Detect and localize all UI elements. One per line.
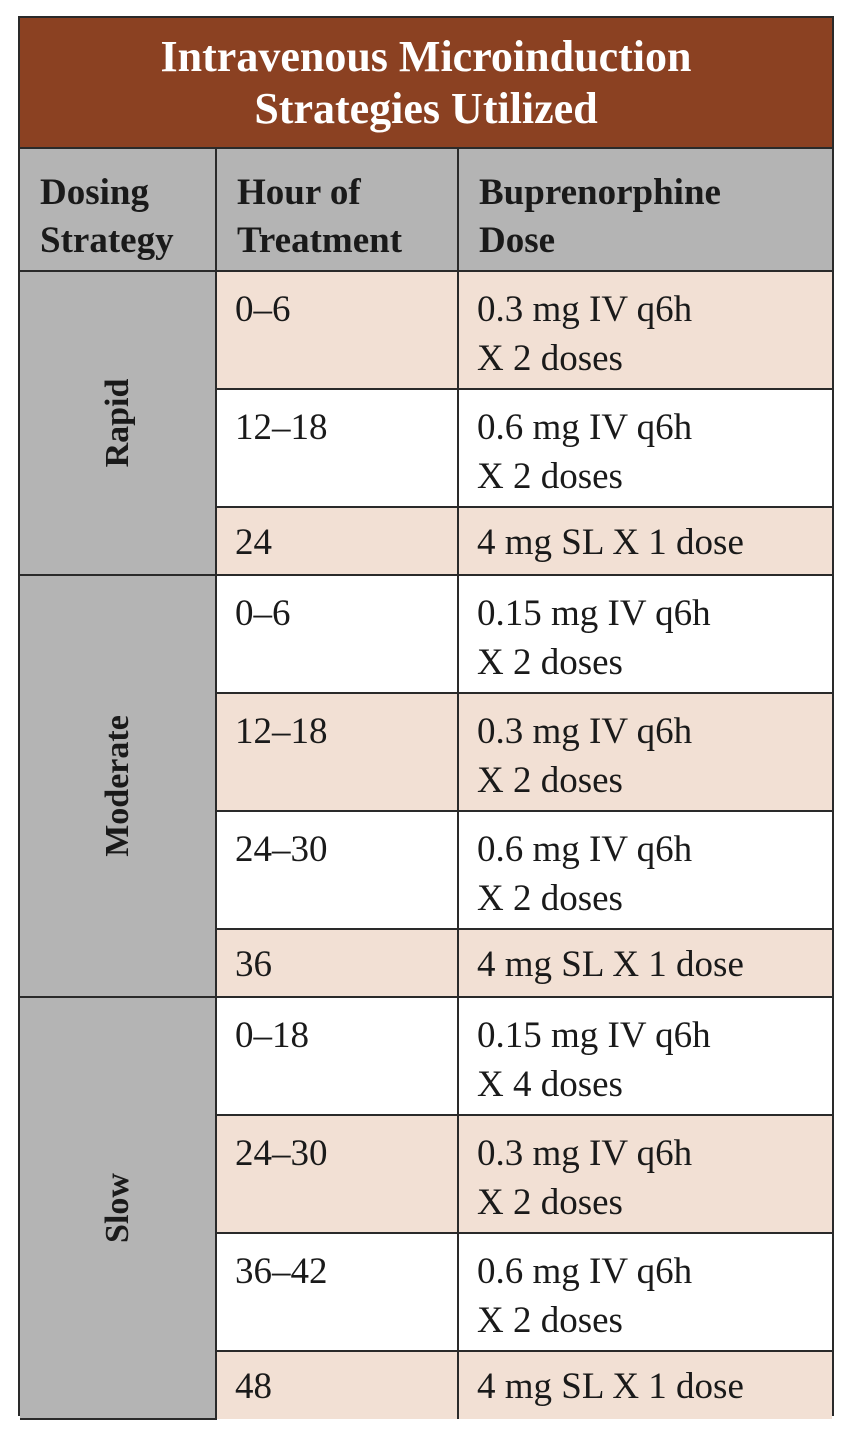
strategy-rapid-label: Rapid: [98, 378, 136, 468]
dose-cell: 0.15 mg IV q6h X 4 doses: [458, 997, 832, 1115]
strategy-slow-label: Slow: [98, 1173, 136, 1243]
hour-cell: 48: [216, 1351, 458, 1419]
table-row: [20, 997, 832, 1115]
hour-cell: 12–18: [216, 693, 458, 811]
dose-cell: 0.3 mg IV q6h X 2 doses: [458, 1115, 832, 1233]
header-hour-of-treatment: Hour of Treatment: [216, 149, 458, 271]
header-buprenorphine-dose: Buprenorphine Dose: [458, 149, 832, 271]
hour-cell: 24–30: [216, 811, 458, 929]
strategy-rapid-cell: [20, 271, 216, 575]
dose-cell: 0.6 mg IV q6h X 2 doses: [458, 811, 832, 929]
dose-cell: 4 mg SL X 1 dose: [458, 507, 832, 575]
dosing-table-frame: [18, 16, 834, 1416]
dose-cell: 0.6 mg IV q6h X 2 doses: [458, 389, 832, 507]
hour-cell: 36: [216, 929, 458, 997]
strategy-moderate-cell: [20, 575, 216, 997]
dose-cell: 0.3 mg IV q6h X 2 doses: [458, 271, 832, 389]
dose-cell: 4 mg SL X 1 dose: [458, 929, 832, 997]
table-row: [20, 575, 832, 693]
strategy-moderate-label: Moderate: [98, 715, 136, 857]
table-title-text: Intravenous Microinduction Strategies Utilized: [160, 31, 692, 133]
strategy-slow-cell: [20, 997, 216, 1419]
dose-cell: 0.15 mg IV q6h X 2 doses: [458, 575, 832, 693]
dosing-table: [20, 149, 832, 1420]
hour-cell: 0–6: [216, 271, 458, 389]
header-row: [20, 149, 832, 271]
dose-cell: 0.6 mg IV q6h X 2 doses: [458, 1233, 832, 1351]
header-dosing-strategy: Dosing Strategy: [20, 149, 216, 271]
table-title: [20, 18, 832, 149]
hour-cell: 0–18: [216, 997, 458, 1115]
hour-cell: 36–42: [216, 1233, 458, 1351]
hour-cell: 0–6: [216, 575, 458, 693]
hour-cell: 12–18: [216, 389, 458, 507]
dose-cell: 4 mg SL X 1 dose: [458, 1351, 832, 1419]
hour-cell: 24: [216, 507, 458, 575]
table-row: [20, 271, 832, 389]
dose-cell: 0.3 mg IV q6h X 2 doses: [458, 693, 832, 811]
hour-cell: 24–30: [216, 1115, 458, 1233]
